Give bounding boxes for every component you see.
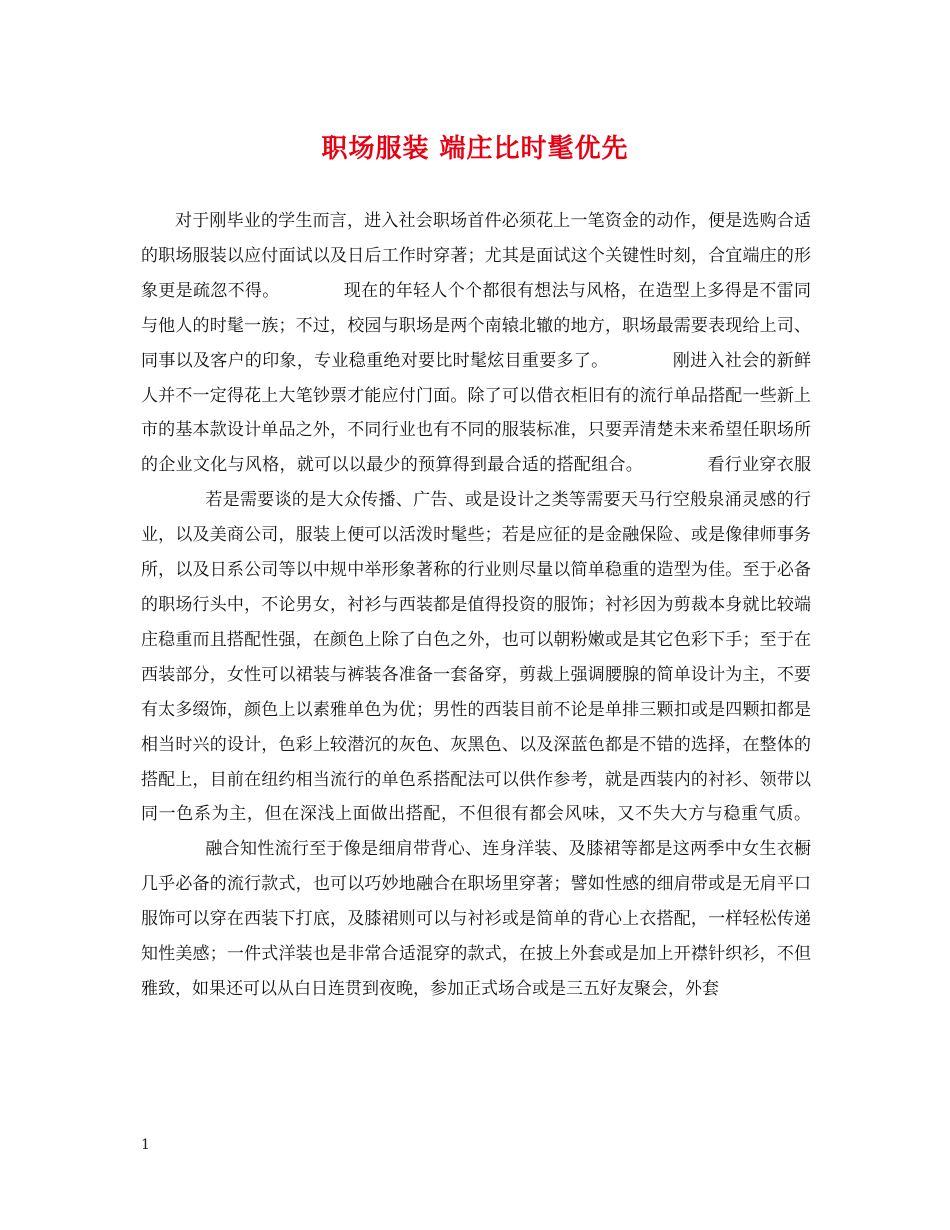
text-segment-intro: 对于刚毕业的学生而言，进入社会职场首件必须花上一笔资金的动作，便是选购合适的职场服装以应付面试以及日后工作时穿著；尤其是面试这个关键性时刻，合宜端庄的形象更是疏忽不得。 — [141, 211, 811, 301]
text-segment-young-people: 现在的年轻人个个都很有想法与风格，在造型上多得是不雷同与他人的时髦一族；不过，校园与职场是两个南辕北辙的地方，职场最需要表现给上司、同事以及客户的印象，专业稳重绝对要比时髦炫目重要多了。 — [141, 280, 812, 371]
page-number: 1 — [141, 1137, 150, 1153]
text-segment-newcomers: 刚进入社会的新鲜人并不一定得花上大笔钞票才能应付门面。除了可以借衣柜旧有的流行单品搭配一些新上市的基本款设计单品之外，不同行业也有不同的服装标准，只要弄清楚未来希望任职场所的企业文化与风格，就可以以最少的预算得到最合适的搭配组合。 — [141, 350, 812, 476]
section-heading-fashion: 融合知性流行 — [205, 839, 310, 860]
body-paragraph — [141, 204, 811, 1007]
text-segment-fashion: 至于像是细肩带背心、连身洋装、及膝裙等都是这两季中女生衣橱几乎必备的流行款式，也可以巧妙地融合在职场里穿著；譬如性感的细肩带或是无肩平口服饰可以穿在西装下打底，及膝裙则可以与衬衫或是简单的背心上衣搭配，一样轻松传递知性美感；一件式洋装也是非常合适混穿的款式，在披上外套或是加上开襟针织衫，不但雅致，如果还可以从白日连贯到夜晚，参加正式场合或是三五好友聚会，外套 — [141, 839, 812, 999]
section-heading-industry: 看行业穿衣服 — [707, 455, 812, 476]
text-segment-industry: 若是需要谈的是大众传播、广告、或是设计之类等需要天马行空般泉涌灵感的行业，以及美商公司，服装上便可以活泼时髦些；若是应征的是金融保险、或是像律师事务所，以及日系公司等以中规中举形象著称的行业则尽量以简单稳重的造型为佳。至于必备的职场行头中，不论男女，衬衫与西装都是值得投资的服饰；衬衫因为剪裁本身就比较端庄稳重而且搭配性强，在颜色上除了白色之外，也可以朝粉嫩或是其它色彩下手；至于在西装部分，女性可以裙装与裤装各准备一套备穿，剪裁上强调腰腺的简单设计为主，不要有太多缀饰，颜色上以素雅单色为优；男性的西装目前不论是单排三颗扣或是四颗扣都是相当时兴的设计，色彩上较潜沉的灰色、灰黑色、以及深蓝色都是不错的选择，在整体的搭配上，目前在纽约相当流行的单色系搭配法可以供作参考，就是西装内的衬衫、领带以同一色系为主，但在深浅上面做出搭配，不但很有都会风味，又不失大方与稳重气质。 — [141, 490, 811, 825]
document-title: 职场服装 端庄比时髦优先 — [321, 134, 629, 164]
